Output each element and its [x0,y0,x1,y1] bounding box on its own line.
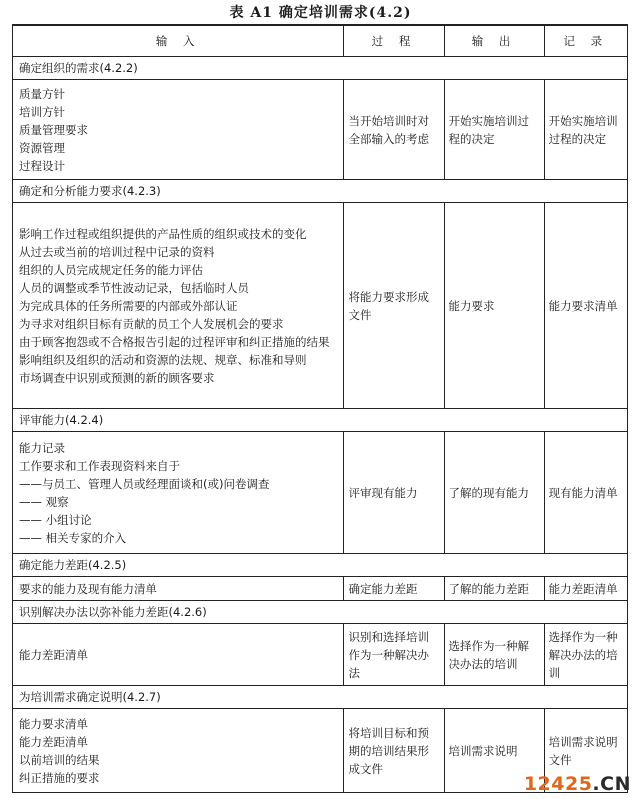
table-title: 表 A1 确定培训需求(4.2) [229,5,412,21]
input-item: 为完成具体的任务所需要的内部或外部认证 [19,298,238,313]
table-row [13,624,628,686]
input-cell [13,624,344,686]
input-item: 由于顾客抱怨或不合格报告引起的过程评审和纠正措施的结果 [19,334,330,349]
input-item: 影响组织及组织的活动和资源的法规、规章、标准和导则 [19,352,307,367]
input-item: 要求的能力及现有能力清单 [19,581,157,596]
section-heading-row [13,409,628,432]
record-cell: 能力要求清单 [544,203,627,409]
output-cell: 培训需求说明 [444,709,544,793]
table-row [13,577,628,601]
watermark-number: 12425 [523,773,593,795]
input-item: 能力差距清单 [19,647,88,662]
input-item: 以前培训的结果 [19,752,100,767]
record-cell: 培训需求说明文件 [544,709,627,793]
record-cell: 开始实施培训过程的决定 [544,80,627,180]
output-cell: 开始实施培训过程的决定 [444,80,544,180]
process-cell: 当开始培训时对全部输入的考虑 [344,80,444,180]
section-heading: 评审能力(4.2.4) [13,409,628,432]
training-needs-table [12,24,628,793]
input-item: 影响工作过程或组织提供的产品性质的组织或技术的变化 [19,226,307,241]
output-cell: 了解的现有能力 [444,432,544,554]
input-cell [13,80,344,180]
table-row [13,80,628,180]
output-cell: 了解的能力差距 [444,577,544,601]
header-process: 过 程 [344,25,444,57]
input-item: 质量方针 [19,86,65,101]
input-cell [13,577,344,601]
input-item: 纠正措施的要求 [19,770,100,785]
input-item: 质量管理要求 [19,122,88,137]
input-item: 能力差距清单 [19,734,88,749]
output-cell: 能力要求 [444,203,544,409]
record-cell: 现有能力清单 [544,432,627,554]
input-item: —— 观察 [19,494,69,509]
input-item: 能力要求清单 [19,716,88,731]
section-heading-row [13,554,628,577]
section-heading: 确定和分析能力要求(4.2.3) [13,180,628,203]
record-cell: 选择作为一种解决办法的培训 [544,624,627,686]
process-cell: 识别和选择培训作为一种解决办法 [344,624,444,686]
input-item: 从过去或当前的培训过程中记录的资料 [19,244,215,259]
input-item: 组织的人员完成规定任务的能力评估 [19,262,203,277]
process-cell: 将能力要求形成文件 [344,203,444,409]
table-row [13,203,628,409]
input-cell [13,709,344,793]
section-heading: 确定组织的需求(4.2.2) [13,57,628,80]
input-item: 市场调查中识别或预测的新的顾客要求 [19,370,215,385]
input-item: 能力记录 [19,440,65,455]
input-item: 为寻求对组织目标有贡献的员工个人发展机会的要求 [19,316,284,331]
input-cell [13,432,344,554]
input-item: 人员的调整或季节性波动记录，包括临时人员 [19,280,249,295]
header-output: 输 出 [444,25,544,57]
process-cell: 将培训目标和预期的培训结果形成文件 [344,709,444,793]
section-heading: 确定能力差距(4.2.5) [13,554,628,577]
input-item: 过程设计 [19,158,65,173]
header-record: 记 录 [544,25,627,57]
site-watermark [524,773,631,795]
section-heading-row [13,686,628,709]
section-heading-row [13,180,628,203]
input-cell [13,203,344,409]
section-heading: 为培训需求确定说明(4.2.7) [13,686,628,709]
record-cell: 能力差距清单 [544,577,627,601]
table-row [13,432,628,554]
header-input: 输 入 [13,25,344,57]
section-heading-row [13,601,628,624]
output-cell: 选择作为一种解决办法的培训 [444,624,544,686]
section-heading: 识别解决办法以弥补能力差距(4.2.6) [13,601,628,624]
section-heading-row [13,57,628,80]
watermark-suffix: .CN [592,773,631,795]
process-cell: 评审现有能力 [344,432,444,554]
table-header-row [13,25,628,57]
process-cell: 确定能力差距 [344,577,444,601]
input-item: 资源管理 [19,140,65,155]
input-item: —— 小组讨论 [19,512,92,527]
input-item: ——与员工、管理人员或经理面谈和(或)问卷调查 [19,476,270,491]
input-item: 培训方针 [19,104,65,119]
input-item: 工作要求和工作表现资料来自于 [19,458,180,473]
input-item: —— 相关专家的介入 [19,530,127,545]
